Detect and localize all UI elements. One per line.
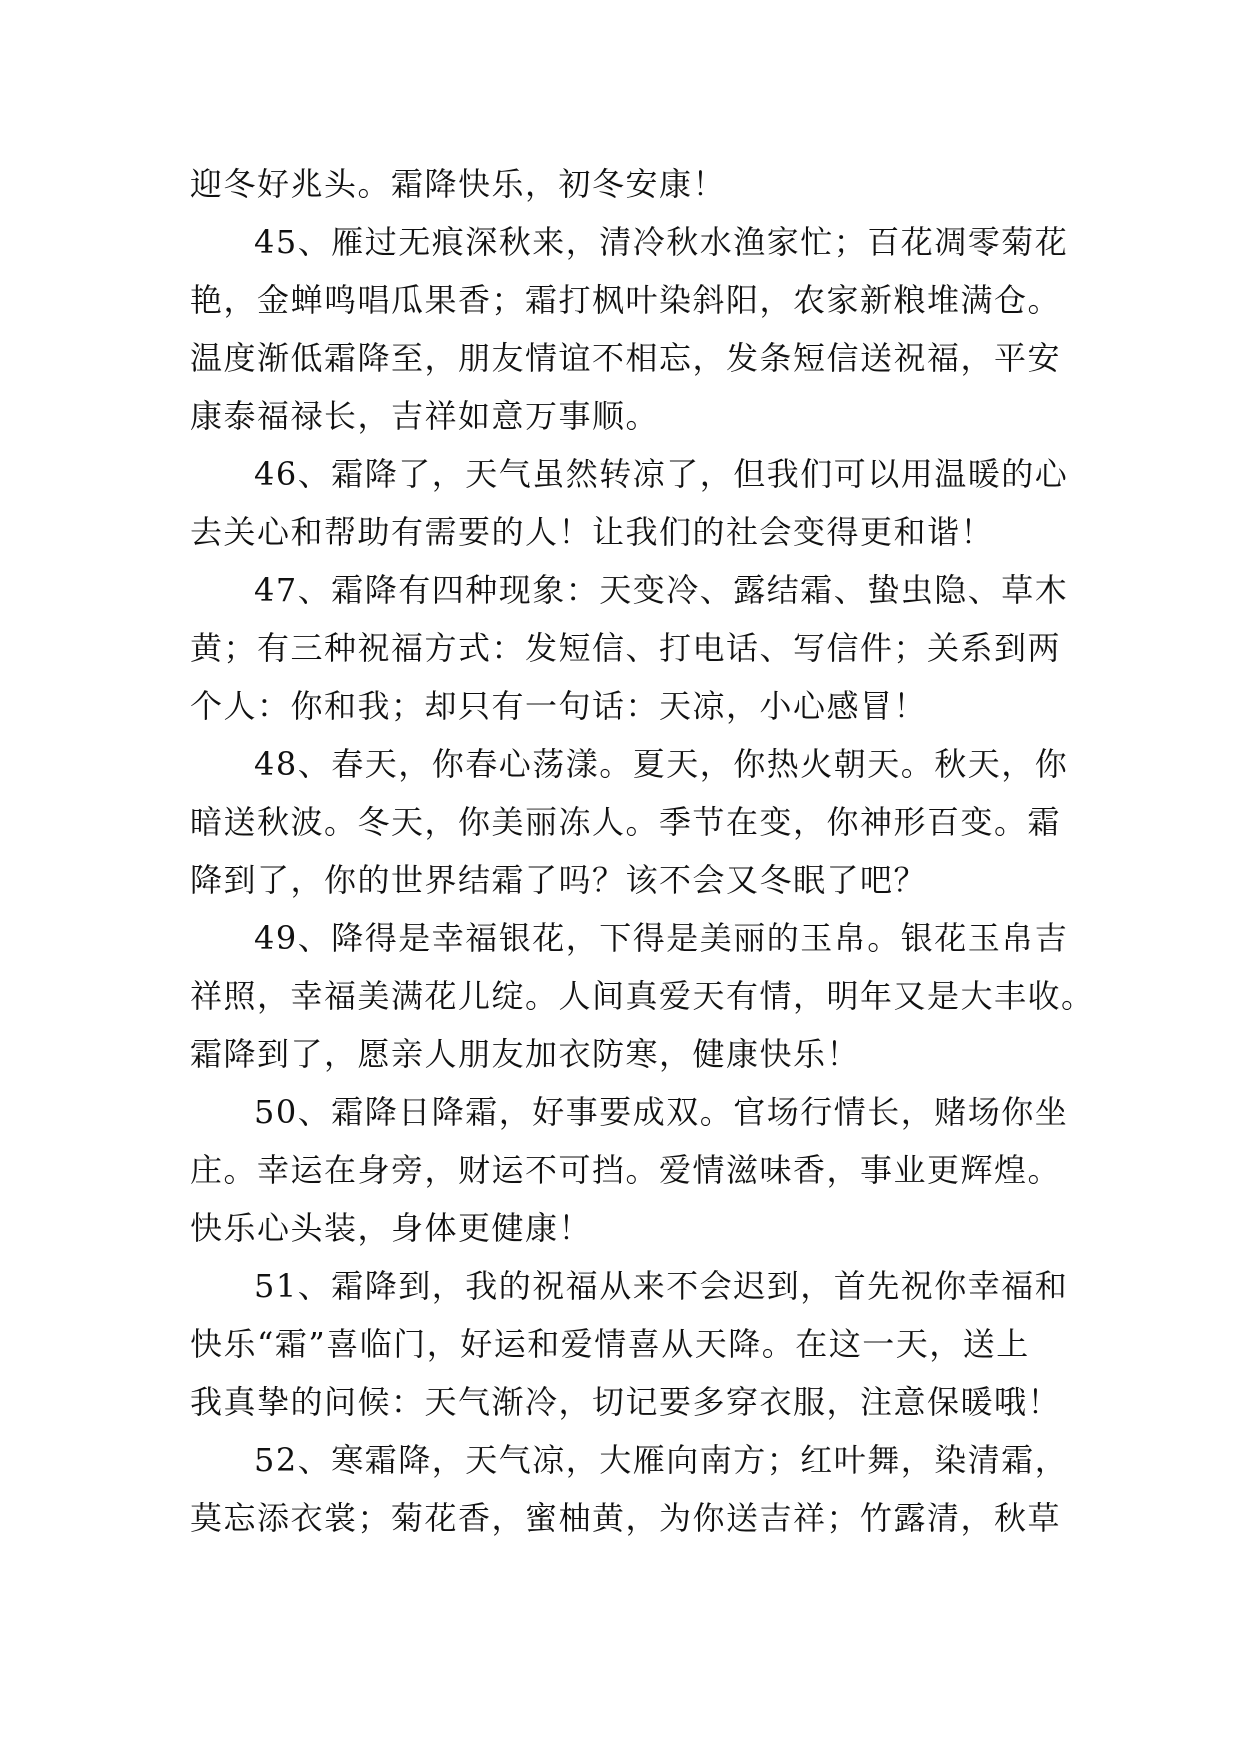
text-line: 47、霜降有四种现象：天变冷、露结霜、蛰虫隐、草木 <box>254 571 1069 609</box>
paragraph-49 <box>190 909 1095 1083</box>
text-line: 温度渐低霜降至，朋友情谊不相忘，发条短信送祝福，平安 <box>190 339 1062 377</box>
text-line: 迎冬好兆头。霜降快乐，初冬安康！ <box>190 165 727 203</box>
document-body <box>190 155 1095 1547</box>
text-line: 祥照，幸福美满花儿绽。人间真爱天有情，明年又是大丰收。 <box>190 977 1095 1015</box>
text-line: 45、雁过无痕深秋来，清冷秋水渔家忙；百花凋零菊花 <box>254 223 1069 261</box>
paragraph-48 <box>190 735 1070 909</box>
paragraph-44-ending <box>190 155 1070 213</box>
text-line: 去关心和帮助有需要的人！让我们的社会变得更和谐！ <box>190 513 995 551</box>
paragraph-51 <box>190 1257 1070 1431</box>
text-line: 黄；有三种祝福方式：发短信、打电话、写信件；关系到两 <box>190 629 1062 667</box>
text-line: 艳，金蝉鸣唱瓜果香；霜打枫叶染斜阳，农家新粮堆满仓。 <box>190 281 1062 319</box>
paragraph-52 <box>190 1431 1070 1547</box>
text-line: 51、霜降到，我的祝福从来不会迟到，首先祝你幸福和 <box>254 1267 1069 1305</box>
text-line: 我真挚的问候：天气渐冷，切记要多穿衣服，注意保暖哦！ <box>190 1383 1062 1421</box>
text-line: 快乐心头装，身体更健康！ <box>190 1209 593 1247</box>
paragraph-50 <box>190 1083 1070 1257</box>
text-line: 降到了，你的世界结霜了吗？该不会又冬眠了吧？ <box>190 861 928 899</box>
text-line: 霜降到了，愿亲人朋友加衣防寒，健康快乐！ <box>190 1035 861 1073</box>
paragraph-47 <box>190 561 1070 735</box>
text-line: 暗送秋波。冬天，你美丽冻人。季节在变，你神形百变。霜 <box>190 803 1062 841</box>
text-line: 快乐“霜”喜临门，好运和爱情喜从天降。在这一天，送上 <box>190 1325 1030 1363</box>
text-line: 庄。幸运在身旁，财运不可挡。爱情滋味香，事业更辉煌。 <box>190 1151 1062 1189</box>
text-line: 50、霜降日降霜，好事要成双。官场行情长，赌场你坐 <box>254 1093 1069 1131</box>
text-line: 康泰福禄长，吉祥如意万事顺。 <box>190 397 660 435</box>
text-line: 52、寒霜降，天气凉，大雁向南方；红叶舞，染清霜， <box>254 1441 1069 1479</box>
text-line: 个人：你和我；却只有一句话：天凉，小心感冒！ <box>190 687 928 725</box>
text-line: 46、霜降了，天气虽然转凉了，但我们可以用温暖的心 <box>254 455 1069 493</box>
text-line: 莫忘添衣裳；菊花香，蜜柚黄，为你送吉祥；竹露清，秋草 <box>190 1499 1062 1537</box>
paragraph-46 <box>190 445 1070 561</box>
text-line: 48、春天，你春心荡漾。夏天，你热火朝天。秋天，你 <box>254 745 1069 783</box>
text-line: 49、降得是幸福银花，下得是美丽的玉帛。银花玉帛吉 <box>254 919 1069 957</box>
paragraph-45 <box>190 213 1070 445</box>
